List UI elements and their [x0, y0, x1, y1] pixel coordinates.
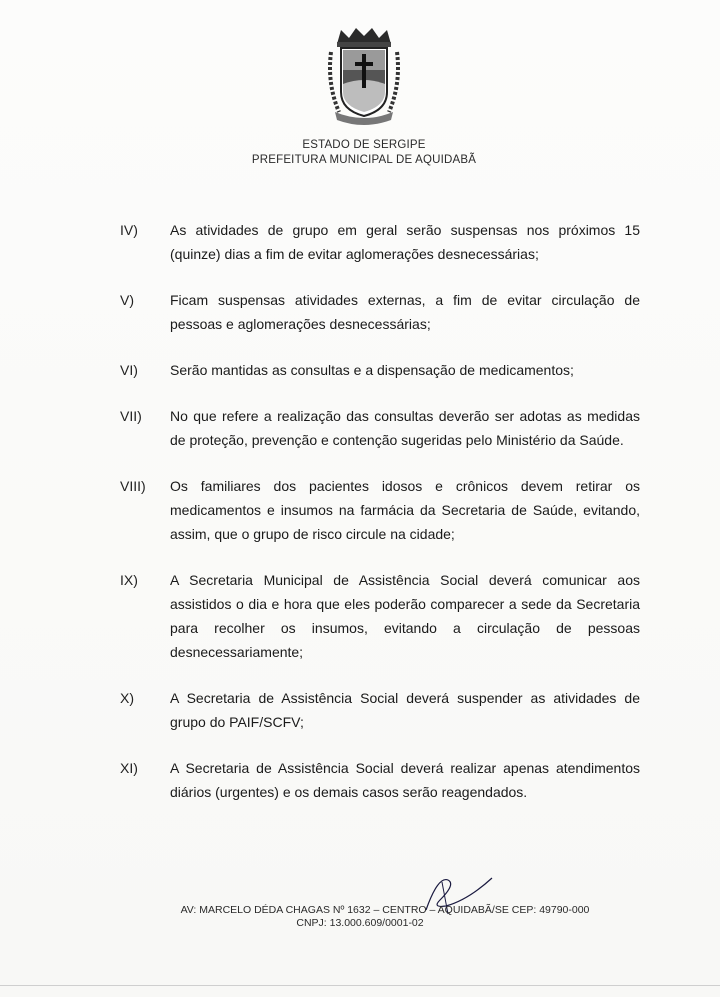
- item-text: No que refere a realização das consultas deverão ser adotas as medidas de proteção, prevenção e contenção sugeridas pelo Ministério da Saúde.: [170, 408, 640, 448]
- item-text: As atividades de grupo em geral serão suspensas nos próximos 15 (quinze) dias a fim de evitar aglomerações desnecessárias;: [170, 222, 640, 262]
- item-text: A Secretaria de Assistência Social deverá suspender as atividades de grupo do PAIF/SCFV;: [170, 690, 640, 730]
- item-number: VIII): [120, 478, 146, 494]
- item-number: XI): [120, 760, 138, 776]
- state-name: ESTADO DE SERGIPE: [302, 139, 426, 151]
- footer-cnpj: CNPJ: 13.000.609/0001-02: [296, 917, 424, 929]
- item-number: V): [120, 292, 134, 308]
- item-number: IV): [120, 222, 138, 238]
- scan-edge-line: [0, 985, 720, 986]
- list-item: [120, 218, 640, 266]
- item-text: A Secretaria de Assistência Social deverá realizar apenas atendimentos diários (urgentes) e os demais casos serão reagendados.: [170, 760, 640, 800]
- list-item: [120, 686, 640, 734]
- item-text: A Secretaria Municipal de Assistência Social deverá comunicar aos assistidos o dia e hora que eles poderão comparecer a sede da Secretaria para recolher os insumos, evitando a circulação de pessoas desnecessariamente;: [170, 572, 640, 660]
- list-item: [120, 474, 640, 546]
- item-text: Serão mantidas as consultas e a dispensação de medicamentos;: [170, 362, 574, 378]
- item-text: Os familiares dos pacientes idosos e crônicos devem retirar os medicamentos e insumos na farmácia da Secretaria de Saúde, evitando, assim, que o grupo de risco circule na cidade;: [170, 478, 640, 542]
- page-footer: [0, 904, 720, 930]
- list-item: [120, 568, 640, 664]
- item-number: VI): [120, 362, 138, 378]
- item-number: IX): [120, 572, 138, 588]
- list-item: [120, 358, 640, 382]
- item-number: X): [120, 690, 134, 706]
- footer-address: AV: MARCELO DÉDA CHAGAS Nº 1632 – CENTRO – AQUIDABÃ/SE CEP: 49790-000: [180, 904, 590, 916]
- municipal-coat-of-arms: [325, 24, 403, 130]
- letterhead: [0, 138, 720, 168]
- list-item: [120, 288, 640, 336]
- list-item: [120, 404, 640, 452]
- item-number: VII): [120, 408, 142, 424]
- item-text: Ficam suspensas atividades externas, a fim de evitar circulação de pessoas e aglomerações desnecessárias;: [170, 292, 640, 332]
- list-item: [120, 756, 640, 804]
- municipality-name: PREFEITURA MUNICIPAL DE AQUIDABÃ: [251, 154, 477, 166]
- decree-items-list: [120, 218, 640, 826]
